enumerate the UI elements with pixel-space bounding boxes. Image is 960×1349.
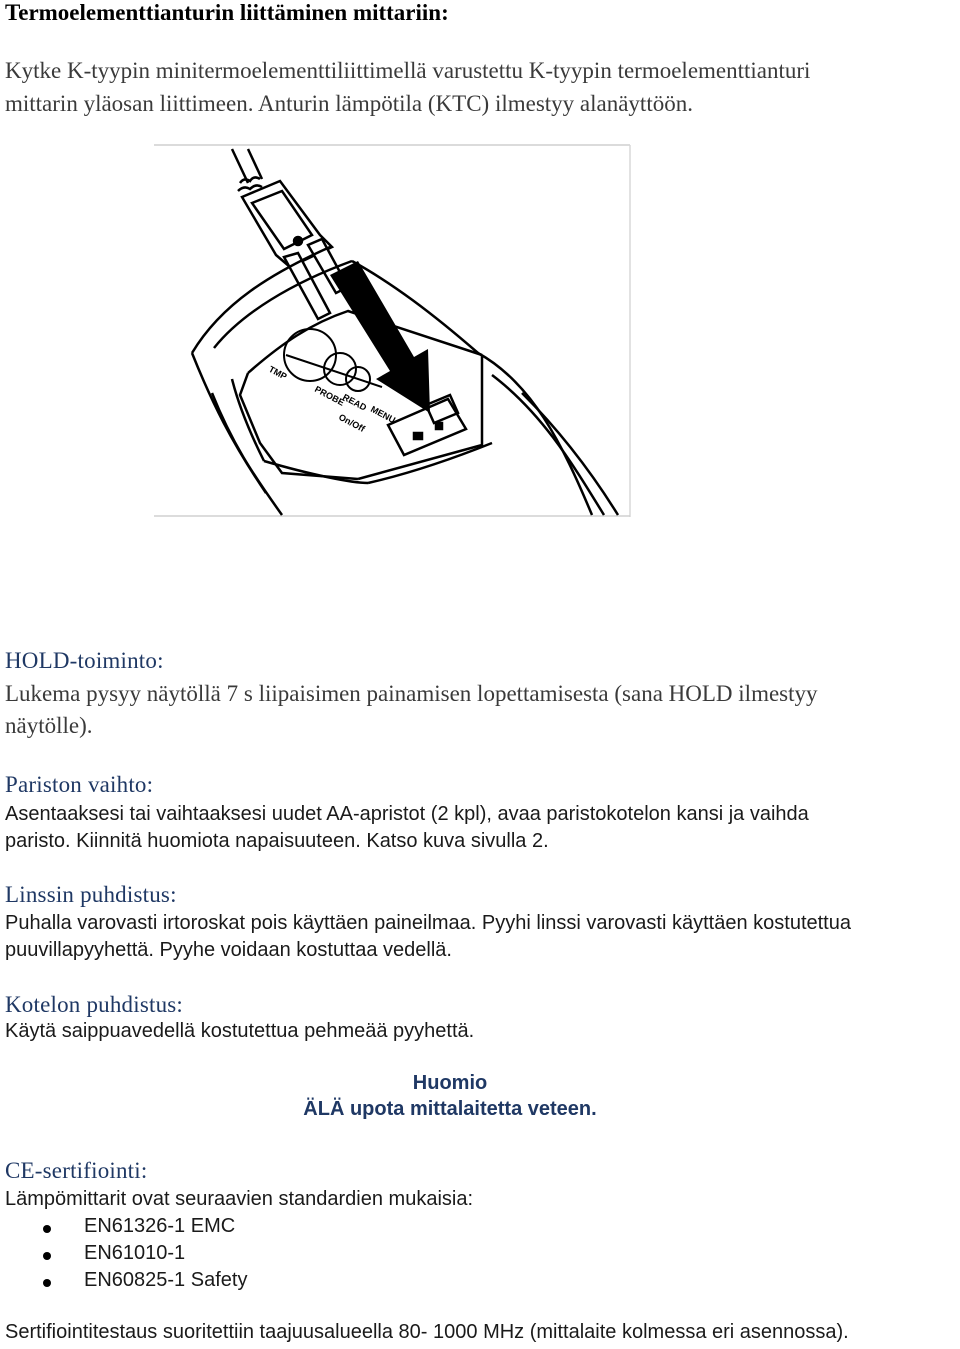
hold-title: HOLD-toiminto:	[5, 648, 164, 673]
panel-circles	[284, 329, 382, 391]
thermocouple-text-line-2: mittarin yläosan liittimeen. Anturin lämpötila (KTC) ilmestyy alanäyttöön.	[5, 91, 693, 116]
standard-label: EN61010-1	[84, 1242, 186, 1264]
panel-label-onoff: On/Off	[337, 411, 367, 434]
bullet-icon	[43, 1279, 51, 1287]
probe-connection-figure	[152, 143, 632, 519]
standard-label: EN60825-1 Safety	[84, 1269, 248, 1291]
panel-label-menu: MENU	[369, 403, 398, 426]
case-text: Käytä saippuavedellä kostutettua pehmeää pyyhettä.	[5, 1020, 475, 1042]
notice-text: ÄLÄ upota mittalaitetta veteen.	[303, 1098, 597, 1120]
thermocouple-title: Termoelementtianturin liittäminen mittariin:	[5, 0, 449, 25]
standard-label: EN61326-1 EMC	[84, 1215, 236, 1237]
thermocouple-text-line-1: Kytke K-tyypin minitermoelementtiliittimellä varustettu K-tyypin termoelementtianturi	[5, 58, 811, 83]
battery-text-line-2: paristo. Kiinnitä huomiota napaisuuteen. Katso kuva sivulla 2.	[5, 830, 549, 852]
battery-title: Pariston vaihto:	[5, 772, 154, 797]
panel-label-tmp: TMP	[267, 363, 289, 382]
thermometer-probe-illustration	[152, 143, 632, 519]
panel-label-read: READ	[341, 391, 369, 413]
case-title: Kotelon puhdistus:	[5, 992, 184, 1017]
lens-text-line-1: Puhalla varovasti irtoroskat pois käyttäen paineilmaa. Pyyhi linssi varovasti käyttäen kostutettua	[5, 912, 851, 934]
notice-title: Huomio	[412, 1072, 488, 1094]
ce-footer: Sertifiointitestaus suoritettiin taajuusalueella 80- 1000 MHz (mittalaite kolmessa eri asennossa).	[5, 1321, 849, 1343]
ce-title: CE-sertifiointi:	[5, 1158, 148, 1183]
ce-intro: Lämpömittarit ovat seuraavien standardien mukaisia:	[5, 1188, 474, 1210]
probe-cable	[232, 149, 262, 191]
lens-text-line-2: puuvillapyyhettä. Pyyhe voidaan kostuttaa vedellä.	[5, 939, 452, 961]
probe-connector	[242, 181, 348, 319]
bullet-icon	[43, 1252, 51, 1260]
battery-text-line-1: Asentaaksesi tai vaihtaaksesi uudet AA-apristot (2 kpl), avaa paristokotelon kansi ja vaihda	[5, 803, 809, 825]
lens-title: Linssin puhdistus:	[5, 882, 177, 907]
arrow-icon	[330, 261, 430, 413]
hold-text-line-1: Lukema pysyy näytöllä 7 s liipaisimen painamisen lopettamisesta (sana HOLD ilmestyy	[5, 681, 818, 706]
panel-label-probe: PROBE	[313, 383, 347, 408]
hold-text-line-2: näytölle).	[5, 713, 93, 738]
bullet-icon	[43, 1225, 51, 1233]
